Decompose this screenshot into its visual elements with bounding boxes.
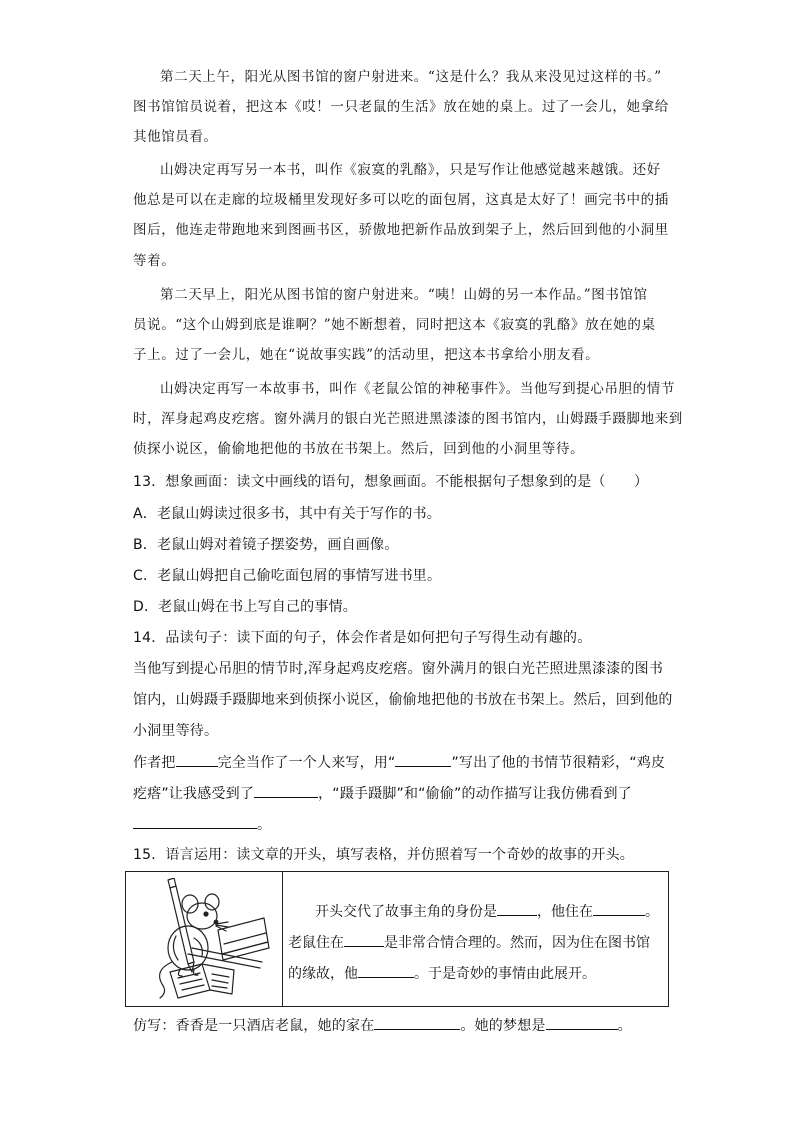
answer-blank[interactable] xyxy=(133,814,257,829)
q15-cell-line-1 xyxy=(315,901,659,922)
answer-blank[interactable] xyxy=(593,901,645,916)
answer-blank[interactable] xyxy=(374,1015,460,1030)
answer-blank[interactable] xyxy=(546,1015,618,1030)
q15-cell-line-2 xyxy=(288,932,650,953)
q14-fill-text: 作者把 xyxy=(133,755,176,771)
passage-line: 时，浑身起鸡皮疙瘩。窗外满月的银白光芒照进黑漆漆的图书馆内，山姆蹑手蹑脚地来到 xyxy=(133,411,683,427)
passage-line: 他总是可以在走廊的垃圾桶里发现好多可以吃的面包屑，这真是太好了！画完书中的插 xyxy=(133,192,669,208)
q14-quote-line: 当他写到提心吊胆的情节时,浑身起鸡皮疙瘩。窗外满月的银白光芒照进黑漆漆的图书 xyxy=(133,661,664,677)
q13-option-d[interactable]: D．老鼠山姆在书上写自己的事情。 xyxy=(133,599,357,615)
passage-line: 侦探小说区，偷偷地把他的书放在书架上。然后，回到他的小洞里等待。 xyxy=(133,441,585,457)
q14-fill-line-2 xyxy=(133,783,632,804)
q15-imitation-line xyxy=(133,1015,632,1036)
passage-line: 图书馆馆员说着，把这本《哎！一只老鼠的生活》放在她的桌上。过了一会儿，她拿给 xyxy=(133,99,669,115)
passage-line: 员说。“这个山姆到底是谁啊？”她不断想着，同时把这本《寂寞的乳酪》放在她的桌 xyxy=(133,317,656,333)
q15-cell-text: 。于是奇妙的事情由此展开。 xyxy=(414,966,596,982)
q14-fill-text: ”写出了他的书情节很精彩，“鸡皮 xyxy=(451,755,666,771)
q15-cell-text: ，他住在 xyxy=(537,904,593,920)
q15-cell-line-3 xyxy=(288,963,596,984)
q14-fill-text: 完全当作了一个人来写，用“ xyxy=(217,755,396,771)
q15-imitation-text: 仿写：香香是一只酒店老鼠，她的家在 xyxy=(133,1018,375,1034)
q13-option-c[interactable]: C．老鼠山姆把自己偷吃面包屑的事情写进书里。 xyxy=(133,568,442,584)
table-divider xyxy=(282,872,283,1006)
q14-fill-text: ，“蹑手蹑脚”和“偷偷”的动作描写让我仿佛看到了 xyxy=(318,786,632,802)
answer-blank[interactable] xyxy=(497,901,537,916)
passage-line: 等着。 xyxy=(133,253,176,269)
q13-stem: 13．想象画面：读文中画线的语句，想象画面。不能根据句子想象到的是（ ） xyxy=(133,474,649,490)
q15-cell-text: 开头交代了故事主角的身份是 xyxy=(315,904,497,920)
q14-stem: 14．品读句子：读下面的句子，体会作者是如何把句子写得生动有趣的。 xyxy=(133,630,592,646)
q14-fill-text: 疙瘩”让我感受到了 xyxy=(133,786,255,802)
passage-line: 其他馆员看。 xyxy=(133,129,218,145)
answer-blank[interactable] xyxy=(358,963,414,978)
passage-line: 子上。过了一会儿，她在“说故事实践”的活动里，把这本书拿给小朋友看。 xyxy=(133,347,600,363)
answer-blank[interactable] xyxy=(344,932,384,947)
passage-line: 图后，他连走带跑地来到图画书区，骄傲地把新作品放到架子上，然后回到他的小洞里 xyxy=(133,222,669,238)
q14-fill-line-1 xyxy=(133,752,665,773)
q13-option-b[interactable]: B．老鼠山姆对着镜子摆姿势，画自画像。 xyxy=(133,537,399,553)
passage-line: 山姆决定再写另一本书，叫作《寂寞的乳酪》，只是写作让他感觉越来越饿。还好 xyxy=(160,162,661,178)
q14-fill-text: 。 xyxy=(257,817,272,833)
q15-cell-text: 。 xyxy=(645,904,659,920)
q14-quote-line: 馆内，山姆蹑手蹑脚地来到侦探小说区，偷偷地把他的书放在书架上。然后，回到他的 xyxy=(133,692,673,708)
passage-line: 第二天上午，阳光从图书馆的窗户射进来。“这是什么？我从来没见过这样的书。” xyxy=(160,69,662,85)
q15-stem: 15．语言运用：读文章的开头，填写表格，并仿照着写一个奇妙的故事的开头。 xyxy=(133,847,635,863)
answer-blank[interactable] xyxy=(176,752,218,767)
q15-cell-text: 老鼠住在 xyxy=(288,935,344,951)
q15-imitation-text: 。她的梦想是 xyxy=(460,1018,546,1034)
mouse-writing-illustration xyxy=(132,878,276,1002)
q15-cell-text: 是非常合情合理的。然而，因为住在图书馆 xyxy=(384,935,650,951)
answer-blank[interactable] xyxy=(395,752,451,767)
q15-cell-text: 的缘故，他 xyxy=(288,966,358,982)
answer-blank[interactable] xyxy=(254,783,318,798)
q13-option-a[interactable]: A．老鼠山姆读过很多书，其中有关于写作的书。 xyxy=(133,506,441,522)
passage-line: 第二天早上，阳光从图书馆的窗户射进来。“咦！山姆的另一本作品。”图书馆馆 xyxy=(160,287,648,303)
q15-table xyxy=(125,871,669,1007)
q14-quote-line: 小洞里等待。 xyxy=(133,723,219,739)
q14-fill-line-3 xyxy=(133,814,271,835)
q15-imitation-text: 。 xyxy=(617,1018,632,1034)
passage-line: 山姆决定再写一本故事书，叫作《老鼠公馆的神秘事件》。当他写到提心吊胆的情节 xyxy=(160,381,675,397)
